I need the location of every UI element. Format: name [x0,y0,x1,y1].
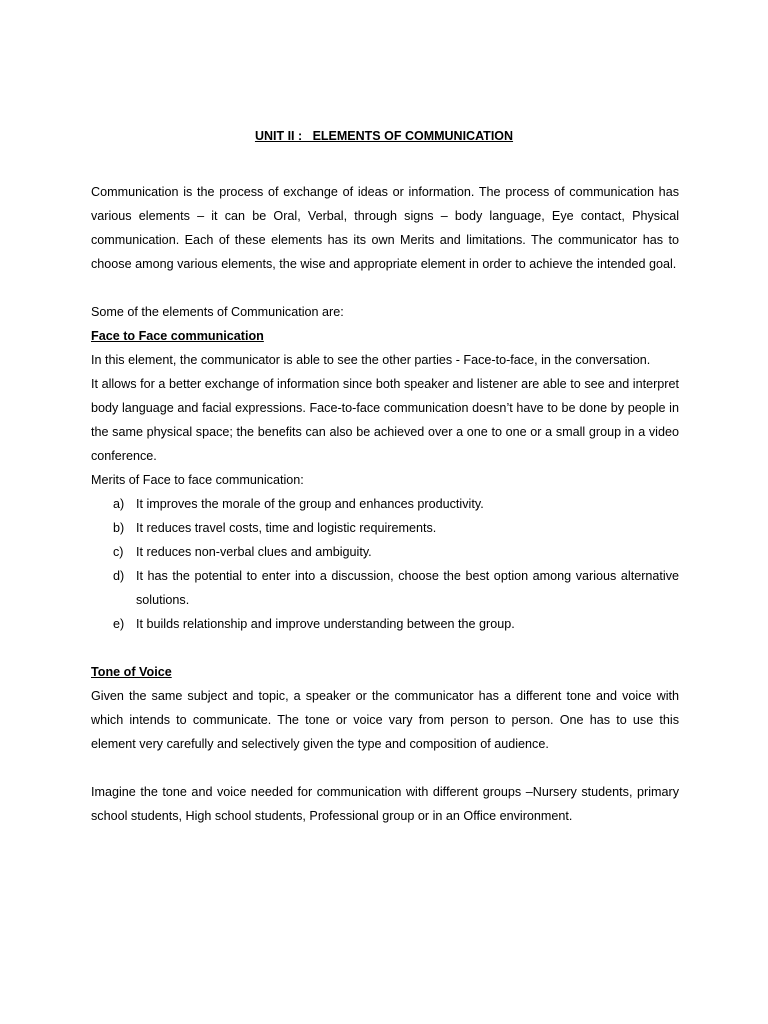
list-item-text: It builds relationship and improve understanding between the group. [136,617,515,631]
list-item [91,516,679,540]
spacer [91,276,679,300]
elements-lead: Some of the elements of Communication are: [91,305,344,319]
list-marker: b) [113,521,125,535]
list-marker: d) [113,569,125,583]
list-item [91,612,679,636]
list-item-text: It reduces travel costs, time and logistic requirements. [136,521,437,535]
section-heading-tone-of-voice: Tone of Voice [91,665,172,679]
tone-of-voice-paragraph-1: Given the same subject and topic, a speaker or the communicator has a different tone and voice with which intends to communicate. The tone or voice vary from person to person. One has to use this element very carefully and selectively given the type and composition of audience. [91,689,679,751]
list-item-text: It has the potential to enter into a discussion, choose the best option among various alternative solutions. [136,569,679,607]
document-body [91,180,679,828]
list-item [91,492,679,516]
list-marker: e) [113,617,125,631]
list-item [91,564,679,612]
document-title: UNIT II : ELEMENTS OF COMMUNICATION [254,129,514,143]
tone-of-voice-paragraph-2: Imagine the tone and voice needed for communication with different groups –Nursery students, primary school students, High school students, Professional group or in an Office environment. [91,785,679,823]
merits-lead: Merits of Face to face communication: [91,473,304,487]
list-marker: c) [113,545,124,559]
spacer [91,756,679,780]
list-item-text: It improves the morale of the group and enhances productivity. [136,497,484,511]
list-item [91,540,679,564]
list-marker: a) [113,497,125,511]
list-item-text: It reduces non-verbal clues and ambiguity. [136,545,372,559]
merits-list [91,492,679,636]
face-to-face-paragraph-1: In this element, the communicator is able to see the other parties - Face-to-face, in the conversation. [91,353,651,367]
face-to-face-paragraph-2: It allows for a better exchange of information since both speaker and listener are able to see and interpret body language and facial expressions. Face-to-face communication doesn’t have to be done by people in the same physical space; the benefits can also be achieved over a one to one or a small group in a video conference. [91,377,679,463]
section-heading-face-to-face: Face to Face communication [91,329,264,343]
intro-paragraph: Communication is the process of exchange of ideas or information. The process of communication has various elements – it can be Oral, Verbal, through signs – body language, Eye contact, Physical communication. Each of these elements has its own Merits and limitations. The communicator has to choose among various elements, the wise and appropriate element in order to achieve the intended goal. [91,185,679,271]
spacer [91,636,679,660]
